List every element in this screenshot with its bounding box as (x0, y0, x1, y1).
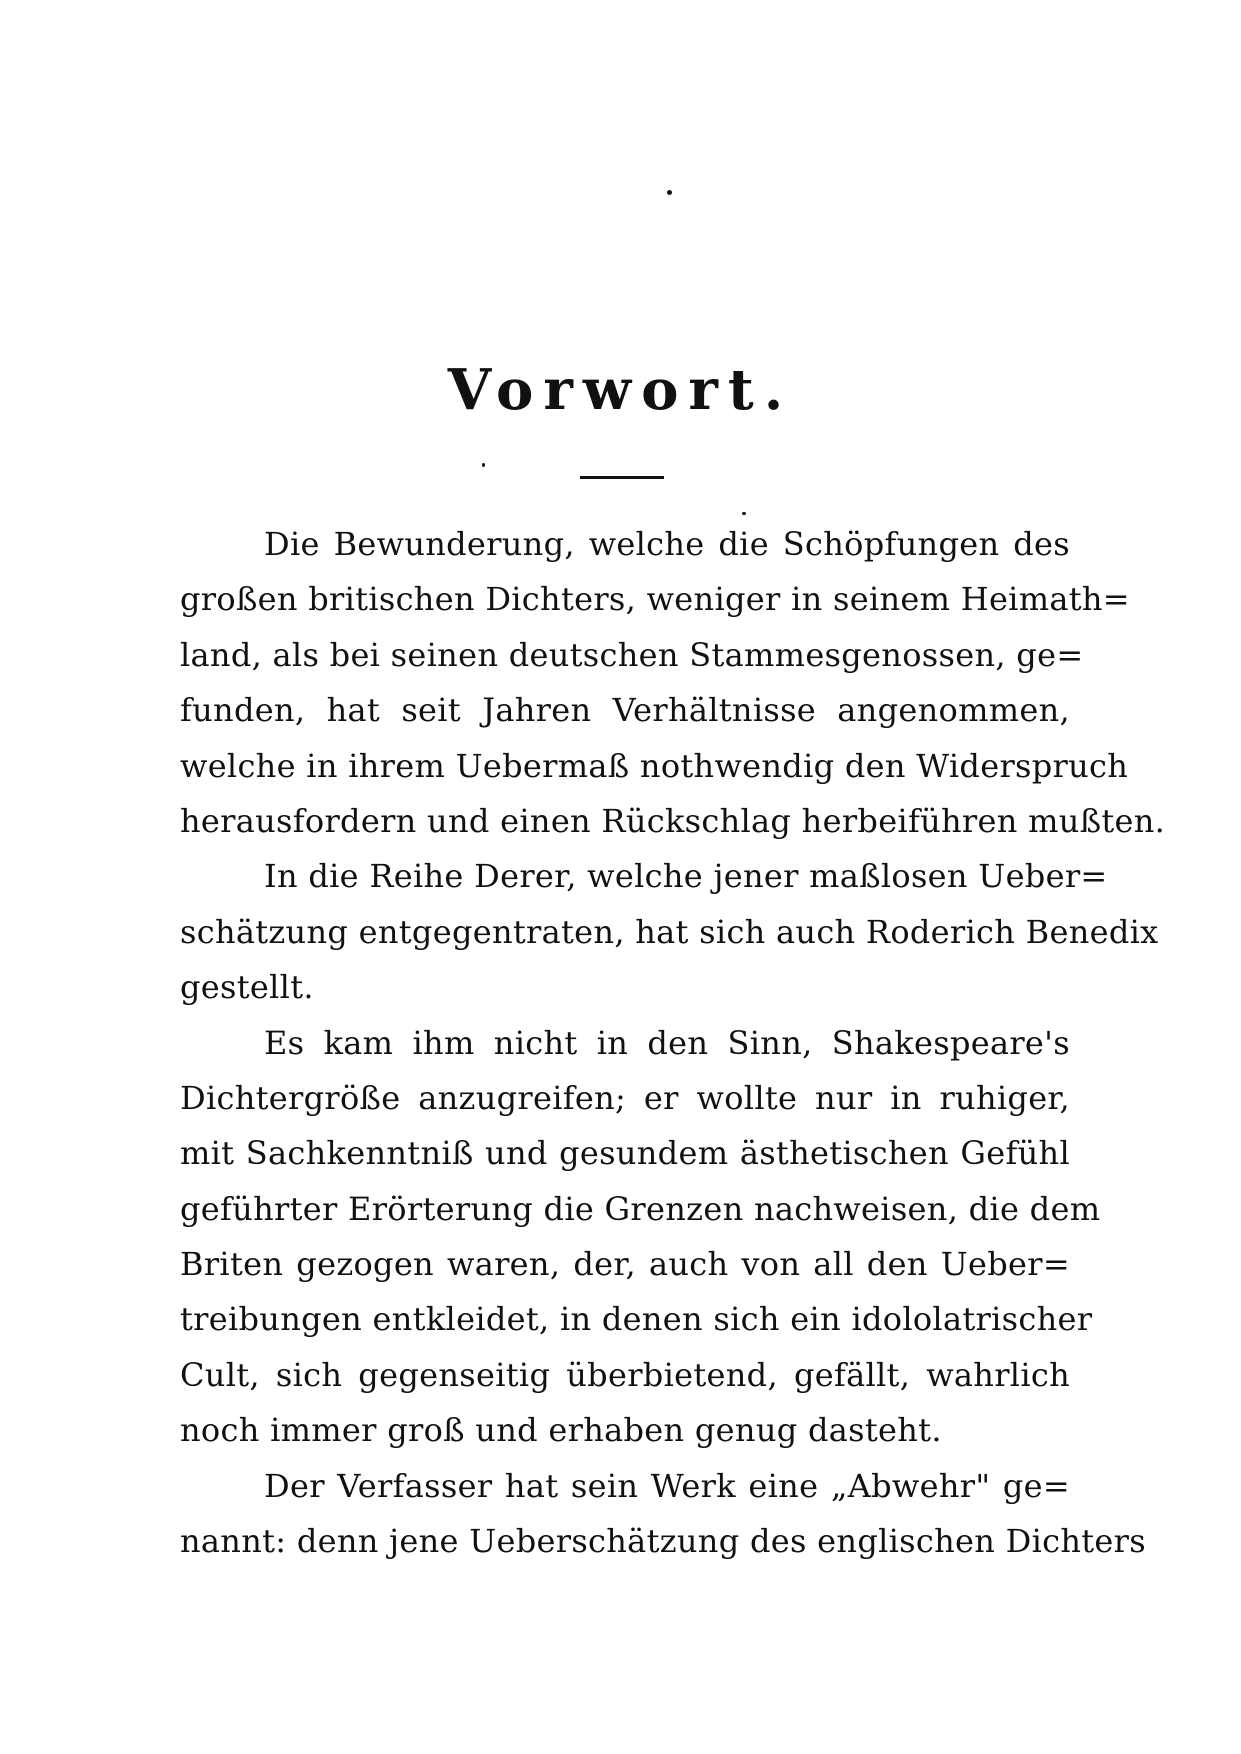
ink-speck (742, 512, 746, 515)
body-text (180, 517, 1166, 1569)
title-divider (580, 476, 664, 479)
text-line: Briten gezogen waren, der, auch von all den Ueber= (180, 1245, 1070, 1284)
text-line: gestellt. (180, 968, 314, 1007)
text-line: noch immer groß und erhaben genug dasteht. (180, 1411, 942, 1450)
text-line: treibungen entkleidet, in denen sich ein idololatrischer (180, 1300, 1093, 1339)
text-line: mit Sachkenntniß und gesundem ästhetischen Gefühl (180, 1134, 1070, 1173)
ink-speck (667, 190, 672, 195)
text-line: herausfordern und einen Rückschlag herbeiführen mußten. (180, 801, 1166, 840)
text-line: großen britischen Dichters, weniger in seinem Heimath= (180, 580, 1130, 619)
text-line: land, als bei seinen deutschen Stammesgenossen, ge= (180, 635, 1084, 674)
text-line: Der Verfasser hat sein Werk eine „Abwehr" ge= (264, 1466, 1070, 1505)
page-title: Vorwort. (447, 357, 794, 423)
text-line: Es kam ihm nicht in den Sinn, Shakespeare's (264, 1023, 1070, 1062)
text-line: Die Bewunderung, welche die Schöpfungen des (264, 525, 1070, 563)
text-line: nannt: denn jene Ueberschätzung des englischen Dichters (180, 1522, 1146, 1561)
text-line: welche in ihrem Uebermaß nothwendig den Widerspruch (180, 746, 1129, 785)
text-line: In die Reihe Derer, welche jener maßlosen Ueber= (264, 857, 1108, 896)
text-line: geführter Erörterung die Grenzen nachweisen, die dem (180, 1189, 1101, 1228)
ink-speck (482, 463, 485, 467)
text-line: schätzung entgegentraten, hat sich auch Roderich Benedix (180, 912, 1159, 951)
text-line: Cult, sich gegenseitig überbietend, gefällt, wahrlich (180, 1355, 1070, 1394)
text-line: Dichtergröße anzugreifen; er wollte nur in ruhiger, (180, 1078, 1070, 1117)
text-line: funden, hat seit Jahren Verhältnisse angenommen, (180, 691, 1070, 730)
